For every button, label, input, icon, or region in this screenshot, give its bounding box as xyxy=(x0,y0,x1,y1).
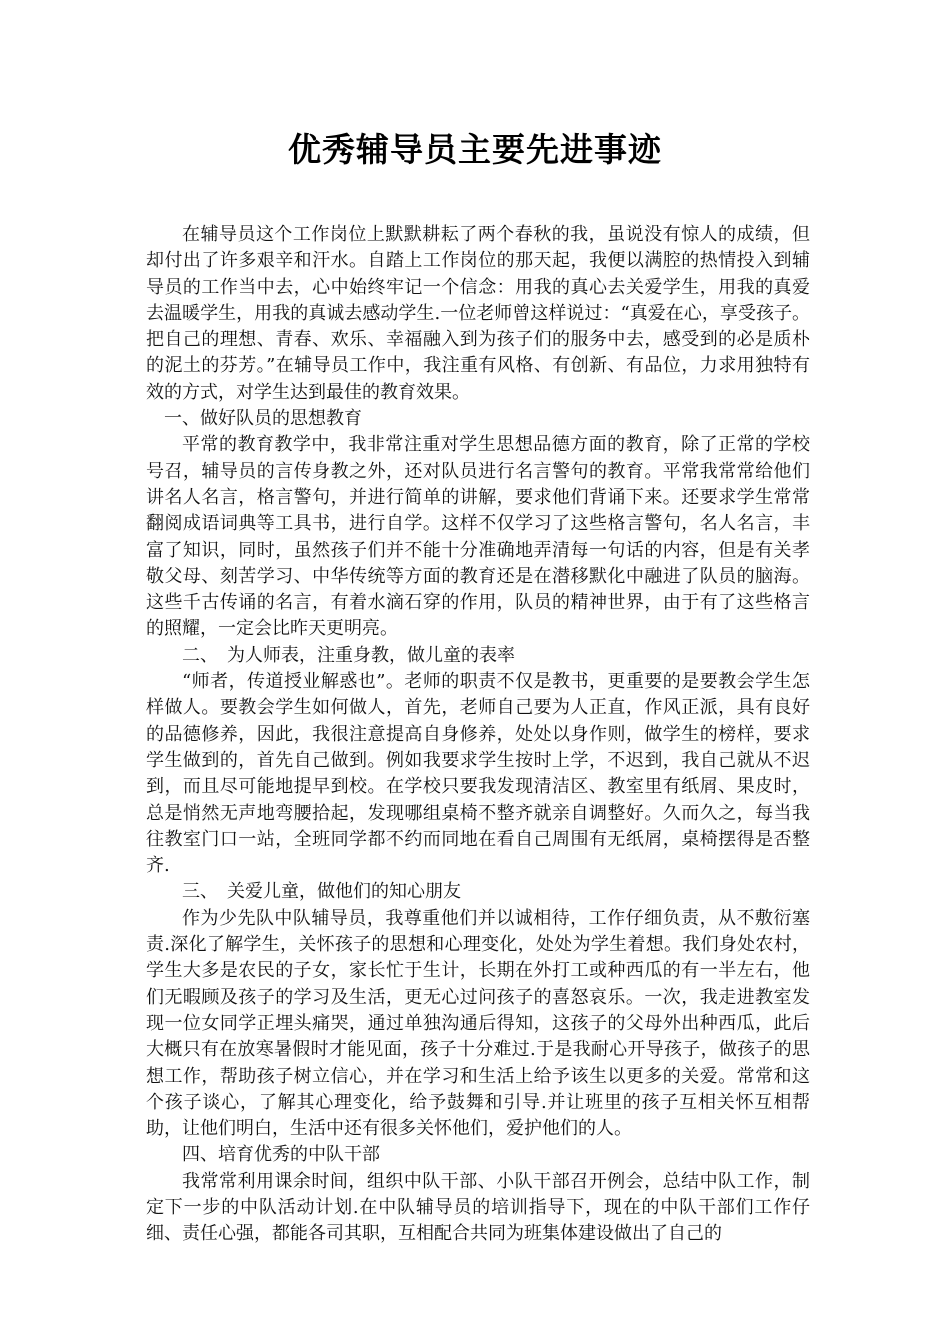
section-1-paragraph: 平常的教育教学中，我非常注重对学生思想品德方面的教育，除了正常的学校号召，辅导员的言传身教之外，还对队员进行名言警句的教育。平常我常常给他们讲名人名言，格言警句，并进行简单的讲解，要求他们背诵下来。还要求学生常常翻阅成语词典等工具书，进行自学。这样不仅学习了这些格言警句，名人名言，丰富了知识，同时，虽然孩子们并不能十分准确地弄清每一句话的内容，但是有关孝敬父母、刻苦学习、中华传统等方面的教育还是在潜移默化中融进了队员的脑海。这些千古传诵的名言，有着水滴石穿的作用，队员的精神世界，由于有了这些格言的照耀，一定会比昨天更明亮。 xyxy=(146,434,810,640)
section-heading-1: 一、做好队员的思想教育 xyxy=(164,408,362,430)
section-heading-4: 四、培育优秀的中队干部 xyxy=(182,1144,380,1166)
section-2-paragraph: “师者，传道授业解惑也”。老师的职责不仅是教书，更重要的是要教会学生怎样做人。要教会学生如何做人，首先，老师自己要为人正直，作风正派，具有良好的品德修养，因此，我很注意提高自身修养，处处以身作则，做学生的榜样，要求学生做到的，首先自己做到。例如我要求学生按时上学，不迟到，我自己就从不迟到，而且尽可能地提早到校。在学校只要我发现清洁区、教室里有纸屑、果皮时，总是悄然无声地弯腰拾起，发现哪组桌椅不整齐就亲自调整好。久而久之，每当我往教室门口一站，全班同学都不约而同地在看自己周围有无纸屑，桌椅摆得是否整齐. xyxy=(146,671,810,877)
document-title: 优秀辅导员主要先进事迹 xyxy=(288,130,662,169)
intro-paragraph: 在辅导员这个工作岗位上默默耕耘了两个春秋的我，虽说没有惊人的成绩，但却付出了许多艰辛和汗水。自踏上工作岗位的那天起，我便以满腔的热情投入到辅导员的工作当中去，心中始终牢记一个信念：用我的真心去关爱学生，用我的真爱去温暖学生，用我的真诚去感动学生.一位老师曾这样说过：“真爱在心，享受孩子。把自己的理想、青春、欢乐、幸福融入到为孩子们的服务中去，感受到的必是质朴的泥土的芬芳。”在辅导员工作中，我注重有风格、有创新、有品位，力求用独特有效的方式，对学生达到最佳的教育效果。 xyxy=(146,224,810,403)
section-4-paragraph: 我常常利用课余时间，组织中队干部、小队干部召开例会，总结中队工作，制定下一步的中队活动计划.在中队辅导员的培训指导下，现在的中队干部们工作仔细、责任心强，都能各司其职，互相配合共同为班集体建设做出了自己的 xyxy=(146,1170,810,1245)
section-heading-3: 三、 关爱儿童，做他们的知心朋友 xyxy=(182,881,461,903)
section-3-paragraph: 作为少先队中队辅导员，我尊重他们并以诚相待，工作仔细负责，从不敷衍塞责.深化了解学生，关怀孩子的思想和心理变化，处处为学生着想。我们身处农村，学生大多是农民的子女，家长忙于生计，长期在外打工或种西瓜的有一半左右，他们无暇顾及孩子的学习及生活，更无心过问孩子的喜怒哀乐。一次，我走进教室发现一位女同学正埋头痛哭，通过单独沟通后得知，这孩子的父母外出种西瓜，此后大概只有在放寒暑假时才能见面，孩子十分难过.于是我耐心开导孩子，做孩子的思想工作，帮助孩子树立信心，并在学习和生活上给予该生以更多的关爱。常常和这个孩子谈心，了解其心理变化，给予鼓舞和引导.并让班里的孩子互相关怀互相帮助，让他们明白，生活中还有很多关怀他们，爱护他们的人。 xyxy=(146,907,810,1140)
section-heading-2: 二、 为人师表，注重身教，做儿童的表率 xyxy=(182,644,515,666)
document-body xyxy=(146,222,810,1248)
